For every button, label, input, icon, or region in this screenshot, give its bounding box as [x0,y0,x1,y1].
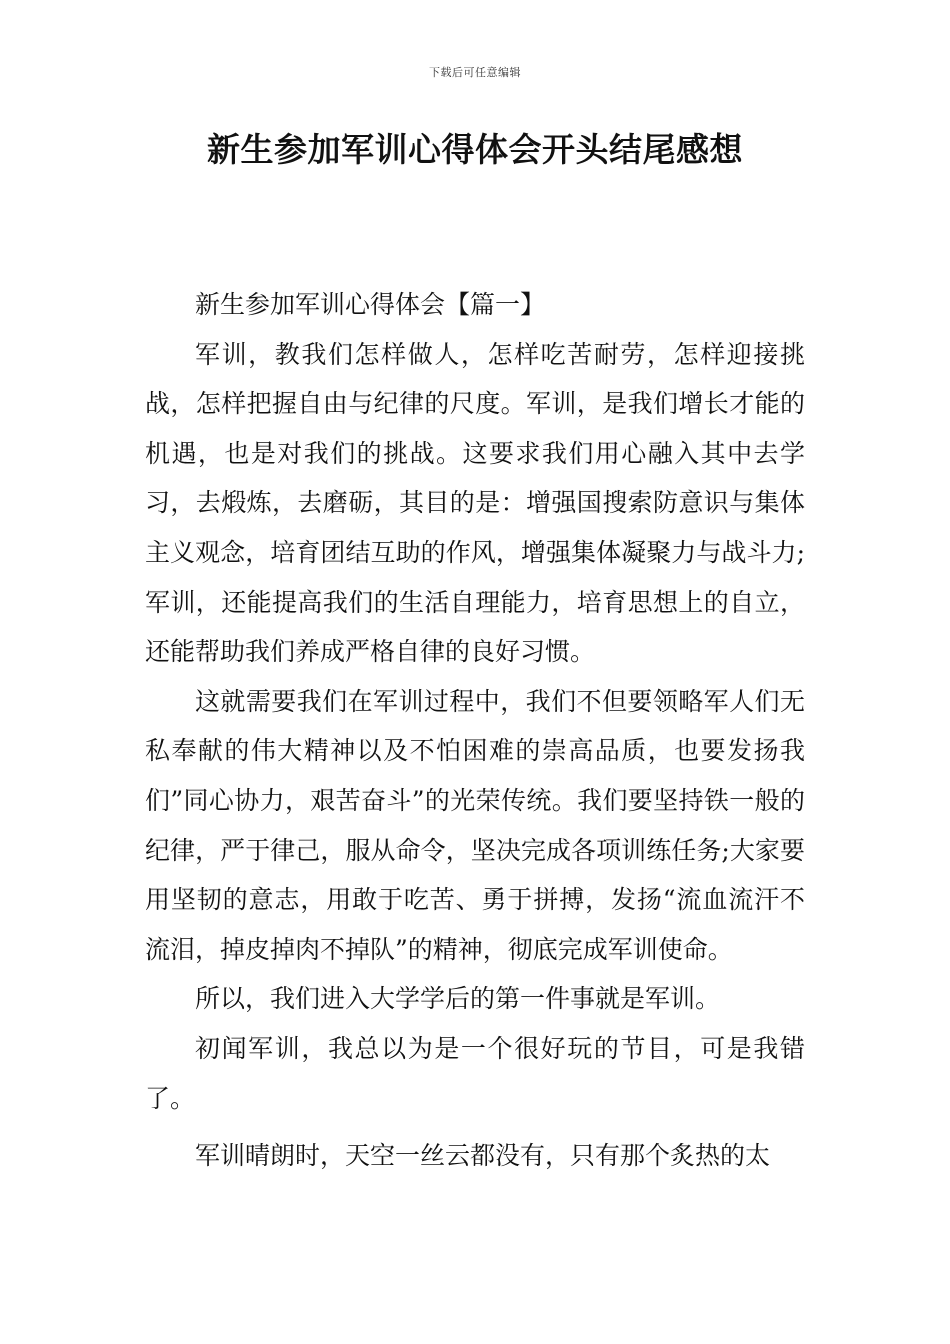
body-paragraph: 所以，我们进入大学学后的第一件事就是军训。 [195,984,721,1014]
section-heading: 新生参加军训心得体会【篇一】 [195,290,546,319]
header-note: 下载后可任意编辑 [429,66,521,79]
body-paragraph: 军训，教我们怎样做人，怎样吃苦耐劳，怎样迎接挑战，怎样把握自由与纪律的尺度。军训，是我们增长才能的机遇，也是对我们的挑战。这要求我们用心融入其中去学习，去煅炼，去磨砺，其目的是：增强国搜索防意识与集体主义观念，培育团结互助的作风，增强集体凝聚力与战斗力;军训，还能提高我们的生活自理能力，培育思想上的自立，还能帮助我们养成严格自律的良好习惯。 [145,339,805,667]
body-paragraph: 军训晴朗时，天空一丝云都没有，只有那个炙热的太 [195,1141,771,1171]
body-paragraph: 初闻军训，我总以为是一个很好玩的节目，可是我错了。 [145,1033,805,1113]
document-body [145,280,805,1181]
document-title: 新生参加军训心得体会开头结尾感想 [207,130,743,169]
body-paragraph: 这就需要我们在军训过程中，我们不但要领略军人们无私奉献的伟大精神以及不怕困难的崇高品质，也要发扬我们”同心协力，艰苦奋斗”的光荣传统。我们要坚持铁一般的纪律，严于律己，服从命令，坚决完成各项训练任务;大家要用坚韧的意志，用敢于吃苦、勇于拼搏，发扬“流血流汗不流泪，掉皮掉肉不掉队”的精神，彻底完成军训使命。 [145,686,805,964]
